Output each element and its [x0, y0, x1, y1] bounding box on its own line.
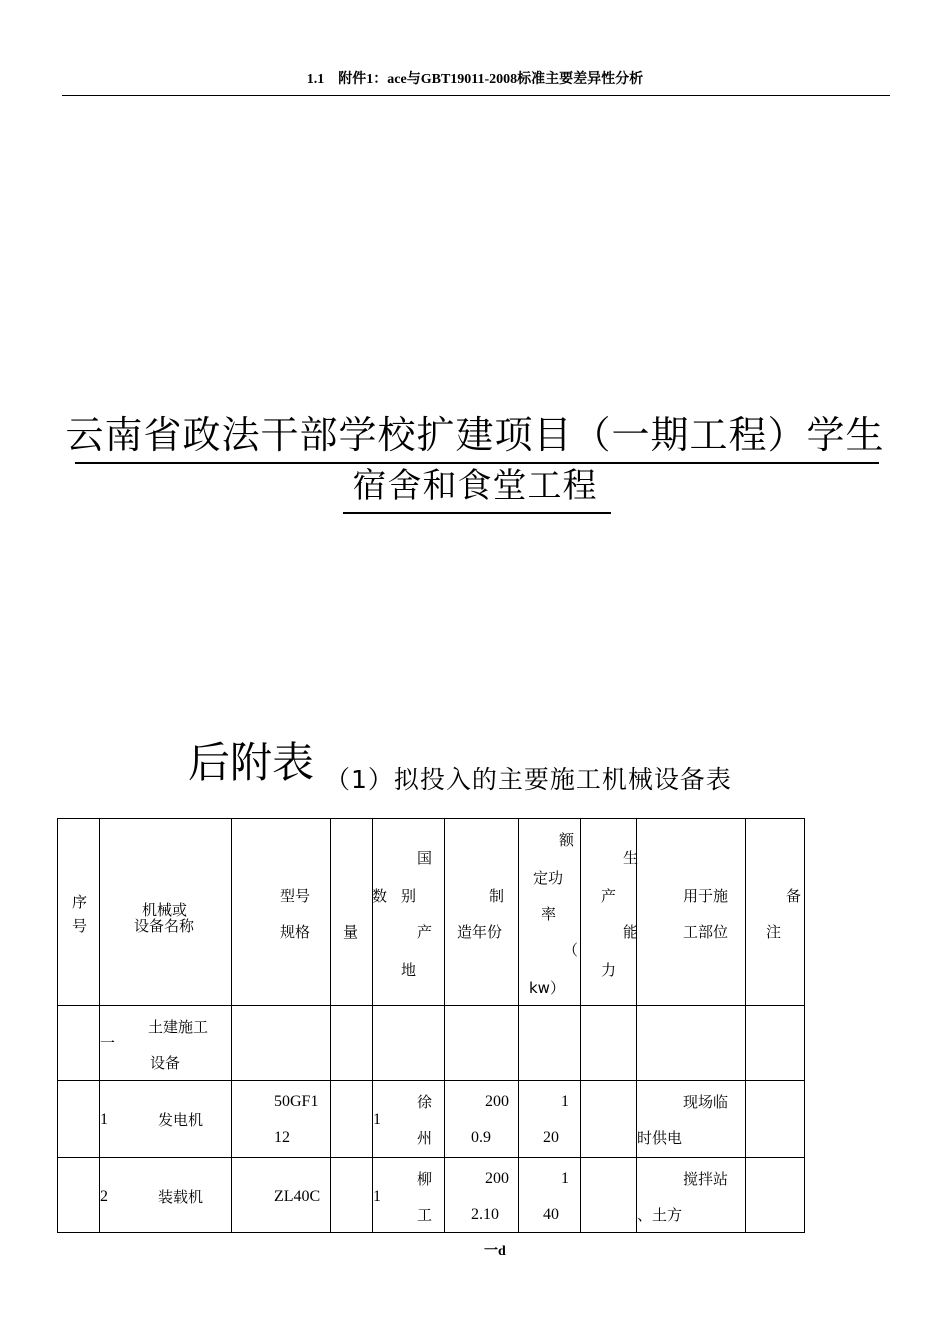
row-qty: [331, 1158, 373, 1233]
header-usage: [637, 819, 746, 1006]
section-mark: 一: [100, 1034, 116, 1052]
header-qty-2: 量: [343, 923, 359, 941]
row-remark: [746, 1081, 805, 1158]
row-power-1: 1: [561, 1170, 569, 1187]
row-name: [100, 1081, 232, 1158]
row-power-2: 20: [543, 1129, 559, 1146]
table-caption: （1）拟投入的主要施工机械设备表: [325, 765, 732, 794]
row-name-text: 装载机: [158, 1188, 204, 1206]
header-capacity-3: 能: [623, 923, 639, 941]
section-seq: [58, 1006, 100, 1081]
section-empty: [331, 1006, 373, 1081]
header-name-1: 机械或: [142, 901, 188, 919]
row-seq-empty: [58, 1158, 100, 1233]
row-model-2: 12: [274, 1129, 290, 1146]
header-model-2: 规格: [280, 923, 311, 941]
row-usage-1: 搅拌站: [683, 1170, 729, 1188]
row-usage-1: 现场临: [683, 1093, 729, 1111]
header-power-5: kw）: [529, 979, 565, 997]
row-seq-empty: [58, 1081, 100, 1158]
header-seq-1: 序: [72, 893, 88, 911]
row-year-2: 2.10: [471, 1206, 499, 1223]
row-year-1: 200: [485, 1093, 509, 1110]
section-empty: [519, 1006, 581, 1081]
section-empty: [232, 1006, 331, 1081]
page-header: 1.1 附件1：ace与GBT19011-2008标准主要差异性分析: [306, 72, 644, 87]
header-capacity-4: 力: [601, 961, 617, 979]
table-row: [58, 1158, 805, 1233]
header-qty-1: 数: [372, 887, 388, 905]
row-model-1: ZL40C: [274, 1188, 321, 1205]
section-row: [58, 1006, 805, 1081]
header-origin-2: 别: [401, 887, 417, 905]
row-origin-1: 徐: [417, 1093, 433, 1111]
header-usage-1: 用于施: [683, 887, 729, 905]
header-seq-2: 号: [72, 917, 88, 935]
header-model-1: 型号: [280, 887, 311, 905]
row-capacity: [581, 1081, 637, 1158]
row-name: [100, 1158, 232, 1233]
table-header-row: [58, 819, 805, 1006]
row-year-2: 0.9: [471, 1129, 491, 1146]
row-qty-value: 1: [373, 1111, 381, 1128]
row-power-1: 1: [561, 1093, 569, 1110]
row-usage: [637, 1158, 746, 1233]
row-qty: [331, 1081, 373, 1158]
header-year-1: 制: [489, 887, 505, 905]
header-year-2: 造年份: [457, 923, 503, 941]
header-power: [519, 819, 581, 1006]
header-power-1: 额: [559, 831, 575, 849]
header-capacity: [581, 819, 637, 1006]
section-name-1: 土建施工: [148, 1018, 209, 1036]
header-origin: [373, 819, 445, 1006]
row-power-2: 40: [543, 1206, 559, 1223]
row-year-1: 200: [485, 1170, 509, 1187]
row-origin: [373, 1081, 445, 1158]
header-capacity-2: 产: [601, 887, 617, 905]
row-qty-value: 1: [373, 1188, 381, 1205]
row-year: [445, 1158, 519, 1233]
header-usage-2: 工部位: [683, 923, 729, 941]
header-power-2: 定功: [533, 869, 564, 887]
section-empty: [746, 1006, 805, 1081]
header-year: [445, 819, 519, 1006]
row-seq: 2: [100, 1188, 108, 1205]
row-name-text: 发电机: [158, 1111, 204, 1129]
row-origin-2: 工: [417, 1206, 433, 1224]
equipment-table: [57, 818, 805, 1233]
row-power: [519, 1158, 581, 1233]
section-empty: [373, 1006, 445, 1081]
header-power-4: （: [563, 941, 579, 959]
section-name: [100, 1006, 232, 1081]
header-qty: [331, 819, 388, 1006]
header-origin-3: 产: [417, 923, 433, 941]
header-capacity-1: 生: [623, 849, 639, 867]
header-remark-1: 备: [786, 887, 802, 905]
page-footer: 一d: [484, 1244, 506, 1259]
appendix-label: 后附表: [188, 738, 315, 787]
row-usage-2: 时供电: [637, 1129, 683, 1147]
row-capacity: [581, 1158, 637, 1233]
row-usage: [637, 1081, 746, 1158]
header-power-3: 率: [541, 905, 557, 923]
row-origin: [373, 1158, 445, 1233]
header-remark: [746, 819, 805, 1006]
row-model: [232, 1081, 331, 1158]
document-title-line2: 宿舍和食堂工程: [352, 466, 598, 506]
header-name-2: 设备名称: [134, 917, 195, 935]
section-empty: [445, 1006, 519, 1081]
header-rule: [62, 95, 890, 96]
section-empty: [637, 1006, 746, 1081]
header-origin-4: 地: [401, 961, 417, 979]
row-power: [519, 1081, 581, 1158]
header-name: [100, 819, 232, 1006]
row-year: [445, 1081, 519, 1158]
header-seq: [58, 819, 100, 1006]
row-origin-1: 柳: [417, 1170, 433, 1188]
row-model: [232, 1158, 331, 1233]
row-seq: 1: [100, 1111, 108, 1128]
header-model: [232, 819, 331, 1006]
row-usage-2: 、土方: [637, 1206, 683, 1224]
document-title-line1: 云南省政法干部学校扩建项目（一期工程）学生: [65, 413, 885, 457]
title-underline-2: [343, 512, 611, 514]
row-remark: [746, 1158, 805, 1233]
row-model-1: 50GF1: [274, 1093, 319, 1110]
row-origin-2: 州: [417, 1129, 433, 1147]
header-remark-2: 注: [766, 923, 782, 941]
header-origin-1: 国: [417, 849, 433, 867]
table-row: [58, 1081, 805, 1158]
section-empty: [581, 1006, 637, 1081]
section-name-2: 设备: [150, 1054, 181, 1072]
